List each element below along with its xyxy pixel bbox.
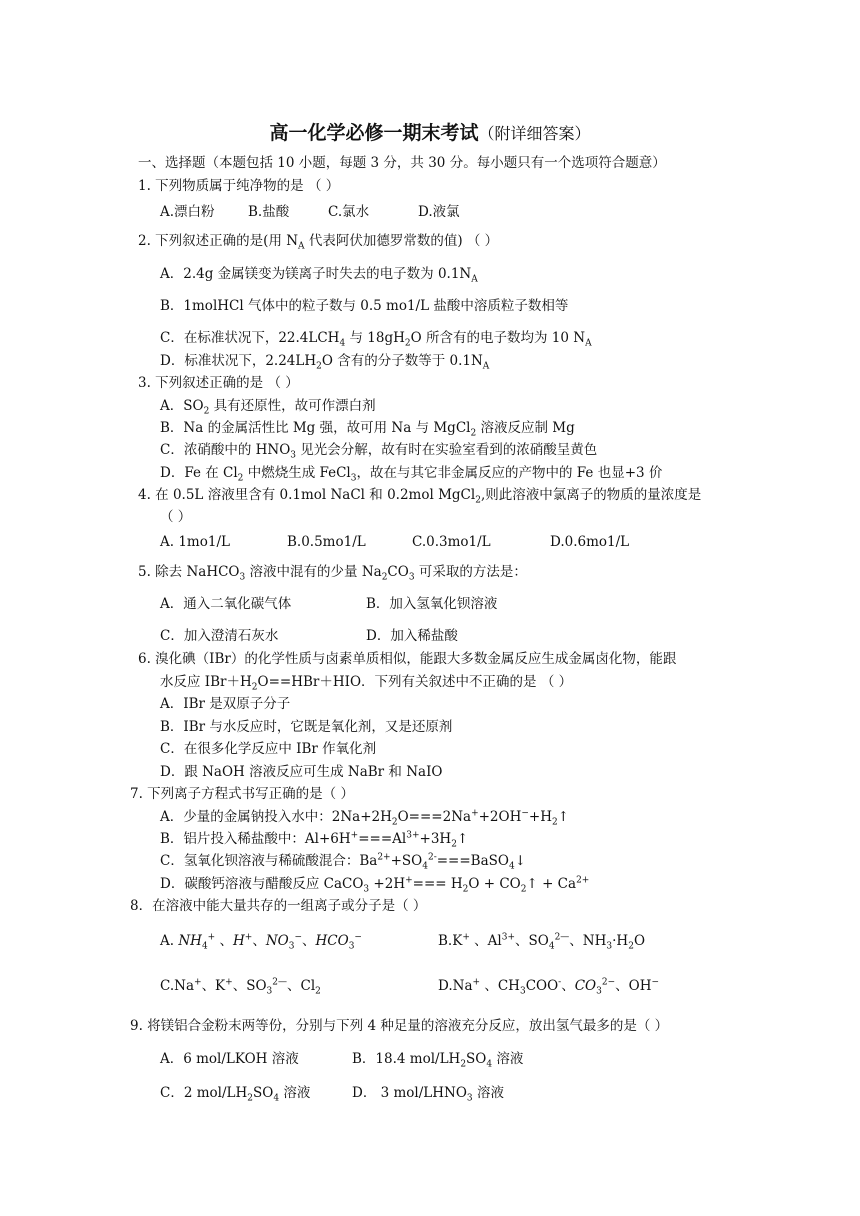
question-6-line1: 6. 溴化碘（IBr）的化学性质与卤素单质相似，能跟大多数金属反应生成金属卤化物，能跟: [138, 651, 677, 667]
q7-option-c: C．氢氧化钡溶液与稀硫酸混合：$Ba^{2+}+SO_4^{2-}===BaSO_4↓$: [160, 852, 527, 872]
question-6-line2: 水反应 $IBr+H_2O==HBr+HIO$．下列有关叙述中不正确的是 （ ）: [160, 674, 573, 693]
question-1-stem: 1. 下列物质属于纯净物的是 （ ）: [138, 178, 340, 194]
q1-option-b: B.盐酸: [248, 204, 290, 220]
q5-option-b: B．加入氢氧化钡溶液: [366, 596, 498, 612]
q8-option-b: B.K+ 、$Al^{3+}$、$SO_4^{2—}$、$NH_3\cdot H_2O$: [438, 932, 646, 952]
title-text: 高一化学必修一期末考试: [269, 122, 479, 144]
question-9-stem: 9. 将镁铝合金粉末两等份，分别与下列 4 种足量的溶液充分反应，放出氢气最多的是（ ）: [130, 1018, 669, 1034]
q9-option-c: C．2 mol/$LH_2SO_4$ 溶液: [160, 1085, 311, 1104]
q9-option-d: D． 3 mol/$LHNO_3$ 溶液: [352, 1085, 504, 1104]
q6-option-d: D．跟 NaOH 溶液反应可生成 NaBr 和 NaIO: [160, 764, 443, 780]
q2-option-b: B．1molHCl 气体中的粒子数与 0.5 mo1/L 盐酸中溶质粒子数相等: [160, 298, 569, 314]
q3-option-d: D．Fe 在 $Cl_2$ 中燃烧生成 FeCl$_3$，故在与其它非金属反应的产物中的 Fe 也显+3 价: [160, 465, 663, 484]
q7-option-d: D．碳酸钙溶液与醋酸反应 CaCO$_3$ $+2H^+=== H_2O$ + $CO_2↑ + Ca^{2+}$: [160, 875, 590, 895]
q3-option-b: B．Na 的金属活性比 Mg 强，故可用 Na 与 MgCl$_2$ 溶液反应制 Mg: [160, 420, 575, 439]
question-5-stem: 5. 除去 NaHCO$_3$ 溶液中混有的少量 $Na_2CO_3$ 可采取的方法是：: [138, 564, 527, 583]
question-8-stem: 8．在溶液中能大量共存的一组离子或分子是（ ）: [130, 898, 427, 914]
q6-option-b: B．IBr 与水反应时，它既是氧化剂，又是还原剂: [160, 719, 453, 735]
q4-option-a: A. 1mo1/L: [160, 534, 230, 550]
page-title: [0, 118, 860, 145]
q8-option-d: D.Na+ 、$CH_3COO^-$、$CO_3^{2-}$、OH−: [438, 977, 660, 997]
section-header: 一、选择题（本题包括 10 小题，每题 3 分，共 30 分。每小题只有一个选项符合题意）: [138, 155, 666, 171]
q6-option-c: C．在很多化学反应中 IBr 作氧化剂: [160, 741, 377, 757]
q5-option-d: D．加入稀盐酸: [366, 628, 458, 644]
q2-option-d: D．标准状况下，$2.24LH_2O$ 含有的分子数等于 $0.1N_A$: [160, 353, 490, 372]
q8-option-c: C.Na+、K+、$SO_3^{2—}$、$Cl_2$: [160, 977, 321, 997]
question-2-stem: 2. 下列叙述正确的是(用 $N_A$ 代表阿伏加德罗常数的值) （ ）: [138, 233, 499, 252]
q5-option-a: A．通入二氧化碳气体: [160, 596, 292, 612]
q3-option-a: A．$SO_2$ 具有还原性，故可作漂白剂: [160, 398, 376, 417]
q4-option-b: B.0.5mo1/L: [287, 534, 366, 550]
question-7-stem: 7. 下列离子方程式书写正确的是（ ）: [130, 786, 354, 802]
q7-option-a: A．少量的金属钠投入水中：$2Na+2H_2O===2Na^++2OH^-+H_2↑$: [160, 808, 570, 828]
question-4-stem: 4. 在 0.5L 溶液里含有 0.1mol NaCl 和 0.2mol MgCl$_2$,则此溶液中氯离子的物质的量浓度是: [138, 487, 702, 506]
title-suffix: （附详细答案）: [478, 124, 591, 143]
q4-option-d: D.0.6mo1/L: [550, 534, 630, 550]
q2-option-c: C．在标准状况下，$22.4LCH_4$ 与 $18gH_2O$ 所含有的电子数均为 10 $N_A$: [160, 330, 592, 349]
q1-option-d: D.液氯: [418, 204, 460, 220]
q1-option-a: A.漂白粉: [160, 204, 215, 220]
q1-option-c: C.氯水: [328, 204, 370, 220]
q4-option-c: C.0.3mo1/L: [412, 534, 491, 550]
q9-option-a: A．6 mol/LKOH 溶液: [160, 1051, 299, 1067]
q6-option-a: A．IBr 是双原子分子: [160, 696, 291, 712]
q7-option-b: B．铝片投入稀盐酸中：$Al+6H^+===Al^{3+}+3H_2↑$: [160, 830, 469, 850]
q5-option-c: C．加入澄清石灰水: [160, 628, 279, 644]
question-3-stem: 3. 下列叙述正确的是 （ ）: [138, 375, 299, 391]
q2-option-a: A．2.4g 金属镁变为镁离子时失去的电子数为 $0.1N_A$: [160, 266, 478, 285]
q9-option-b: B．18.4 mol/$LH_2SO_4$ 溶液: [352, 1051, 524, 1070]
q4-paren: （ ）: [160, 509, 192, 525]
q3-option-c: C．浓硝酸中的 $HNO_3$ 见光会分解，故有时在实验室看到的浓硝酸呈黄色: [160, 442, 598, 461]
q8-option-a: A. $NH_4^+$ 、H+、$NO_3^-$、$HCO_3^-$: [160, 932, 362, 952]
